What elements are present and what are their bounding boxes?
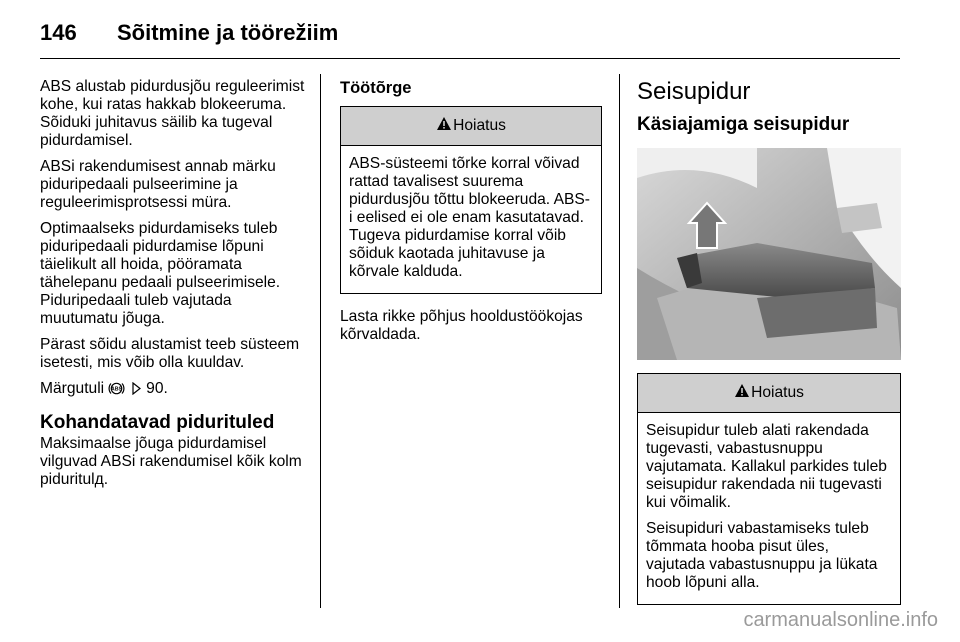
subtitle-manual-parking-brake: Käsiajamiga seisupidur <box>637 114 850 135</box>
section-title-parking-brake: Seisupidur <box>637 78 751 105</box>
abs-warning-light-icon <box>108 381 125 401</box>
watermark: carmanualsonline.info <box>743 609 938 631</box>
warning-box-parking-brake <box>637 373 901 605</box>
warning-label: Hoiatus <box>751 384 804 401</box>
paragraph-self-test: Pärast sõidu alustamist teeb süsteem isetesti, mis võib olla kuuldav. <box>40 336 300 371</box>
warning-triangle-icon <box>734 383 750 403</box>
indicator-page-ref: 90. <box>146 380 168 397</box>
paragraph-repair: Lasta rikke põhjus hooldustöökojas kõrvaldada. <box>340 308 583 343</box>
warning-box-abs-fault <box>340 106 602 294</box>
column-divider-2 <box>619 74 620 608</box>
page-title: Sõitmine ja töörežiim <box>117 20 339 45</box>
page-reference-icon <box>132 382 141 400</box>
warning-header <box>638 374 900 413</box>
warning-label: Hoiatus <box>453 117 506 134</box>
header-rule <box>40 58 900 59</box>
warning-triangle-icon <box>436 116 452 136</box>
paragraph-abs-signal: ABSi rakendumisest annab märku piduripedaali pulseerimine ja reguleerimisprotsessi müra. <box>40 158 276 211</box>
parking-brake-photo <box>637 148 901 360</box>
column-divider-1 <box>320 74 321 608</box>
warning-body <box>638 413 900 604</box>
paragraph-indicator <box>40 380 308 401</box>
section-title-fault: Töötõrge <box>340 79 412 97</box>
svg-text:ABS: ABS <box>111 386 123 393</box>
indicator-label: Märgutuli <box>40 380 105 397</box>
paragraph-optimal-braking: Optimaalseks pidurdamiseks tuleb piduripedaali pidurdamise lõpuni täielikult all hoida, pööramata tähelepanu pedaali pulseerimisele. Piduripedaali tuleb vajutada muutumatu jõuga. <box>40 220 281 327</box>
page-number: 146 <box>40 20 77 45</box>
warning-text-apply: Seisupidur tuleb alati rakendada tugevasti, vabastusnuppu vajutamata. Kallakul parkides tuleb seisupidur rakendada nii tugevasti kui võimalik. <box>646 422 887 511</box>
subheading-adaptive-brake-lights: Kohandatavad pidurituled <box>40 412 275 433</box>
warning-text-release: Seisupiduri vabastamiseks tuleb tõmmata hooba pisut üles, vajutada vabastusnuppu ja lükata hoob lõpuni alla. <box>646 520 878 591</box>
column-3 <box>637 78 901 605</box>
warning-header <box>341 107 601 146</box>
paragraph-abs-start: ABS alustab pidurdusjõu reguleerimist kohe, kui ratas hakkab blokeeruma. Sõiduki juhitavus säilib ka tugeval pidurdamisel. <box>40 78 305 149</box>
warning-body <box>341 146 601 293</box>
warning-text: ABS-süsteemi tõrke korral võivad rattad tavalisest suurema pidurdusjõu tõttu blokeeruda. ABS-i eelised ei ole enam kasutatavad. Tugeva pidurdamise korral võib sõiduk kaotada juhitavuse ja kõrvale kalduda. <box>349 155 590 280</box>
column-1 <box>40 78 308 497</box>
column-2 <box>340 78 602 352</box>
paragraph-brake-lights: Maksimaalse jõuga pidurdamisel vilguvad ABSi rakendumisel kõik kolm piduritulд. <box>40 435 302 488</box>
